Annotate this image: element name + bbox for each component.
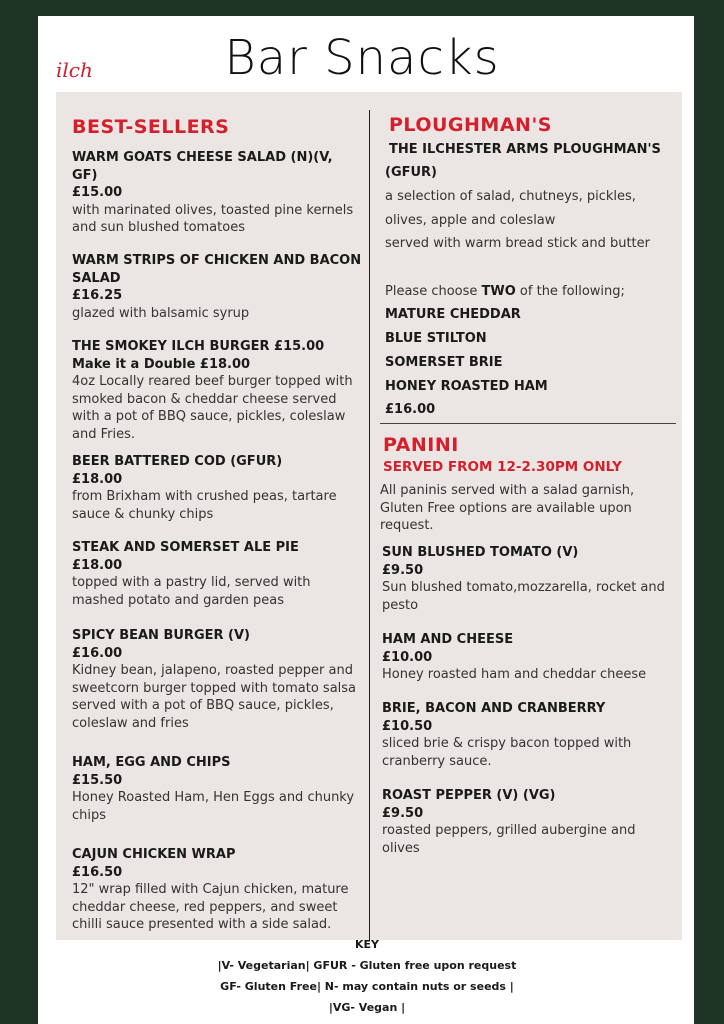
key-line: |V- Vegetarian| GFUR - Gluten free upon request [217,959,517,972]
item-name: CAJUN CHICKEN WRAP [72,847,236,862]
ploughmans-desc-2: olives, apple and coleslaw [385,213,556,228]
panini-heading: PANINI [383,434,459,456]
ploughmans-heading: PLOUGHMAN'S [389,114,552,136]
item-desc: 4oz Locally reared beef burger topped with smoked bacon & cheddar cheese served with a pot of BBQ sauce, pickles, coleslaw and Fries. [72,374,353,442]
menu-item [72,754,362,824]
item-name: THE SMOKEY ILCH BURGER £15.00 [72,339,325,354]
item-name: HAM AND CHEESE [382,632,514,647]
item-desc: Kidney bean, jalapeno, roasted pepper and sweetcorn burger topped with tomato salsa served with a pot of BBQ sauce, pickles, coleslaw and fries [72,663,357,731]
ploughmans-option: MATURE CHEDDAR [385,307,521,322]
menu-item [72,846,362,934]
panini-served-time: SERVED FROM 12-2.30PM ONLY [383,459,622,475]
item-desc: 12" wrap filled with Cajun chicken, mature cheddar cheese, red peppers, and sweet chilli sauce presented with a side salad. [72,882,349,932]
item-price: £9.50 [382,805,424,821]
panini-intro: All paninis served with a salad garnish, Gluten Free options are available upon request. [380,483,635,533]
item-price: £18.00 [72,557,123,573]
item-name: ROAST PEPPER (V) (VG) [382,788,556,803]
item-price: £16.25 [72,288,123,303]
ploughmans-choose [385,284,625,299]
ploughmans-option: BLUE STILTON [385,331,487,346]
column-divider [369,110,370,940]
choose-post: of the following; [515,284,625,299]
item-name: BRIE, BACON AND CRANBERRY [382,701,606,716]
menu-item [72,627,362,732]
item-name: WARM STRIPS OF CHICKEN AND BACON SALAD [72,253,362,286]
item-price: £15.00 [72,185,123,200]
best-sellers-heading: BEST-SELLERS [72,116,230,138]
item-name: STEAK AND SOMERSET ALE PIE [72,540,299,555]
menu-item [72,252,362,322]
item-price: £10.50 [382,718,433,734]
menu-item [72,539,362,609]
menu-item [72,149,362,237]
section-divider [380,423,676,424]
item-desc: topped with a pastry lid, served with mashed potato and garden peas [72,575,311,608]
item-name: HAM, EGG AND CHIPS [72,755,231,770]
item-name: BEER BATTERED COD (GFUR) [72,454,283,469]
menu-item [72,338,362,443]
item-price: £18.00 [72,471,123,487]
menu-item [382,544,667,614]
item-desc: sliced brie & crispy bacon topped with cranberry sauce. [382,736,632,769]
menu-item [72,453,362,523]
page-title: Bar Snacks [224,30,500,86]
menu-item [382,787,667,857]
item-desc: with marinated olives, toasted pine kernels and sun blushed tomatoes [72,202,354,235]
ploughmans-desc-3: served with warm bread stick and butter [385,236,650,251]
choose-pre: Please choose [385,284,482,299]
item-desc: roasted peppers, grilled aubergine and olives [382,823,636,856]
ploughmans-tag: (GFUR) [385,165,437,180]
item-desc: glazed with balsamic syrup [72,305,250,321]
item-price: Make it a Double £18.00 [72,356,251,372]
item-desc: Sun blushed tomato,mozzarella, rocket and pesto [382,580,665,613]
menu-item [382,631,667,684]
item-price: £16.00 [72,645,123,661]
item-price: £10.00 [382,649,433,665]
ploughmans-option: HONEY ROASTED HAM [385,379,548,394]
item-desc: from Brixham with crushed peas, tartare sauce & chunky chips [72,489,337,522]
key-line: |VG- Vegan | [328,1001,406,1014]
item-name: SPICY BEAN BURGER (V) [72,628,250,643]
key-line: GF- Gluten Free| N- may contain nuts or seeds | [220,980,514,993]
item-name: SUN BLUSHED TOMATO (V) [382,545,579,560]
item-desc: Honey Roasted Ham, Hen Eggs and chunky chips [72,790,355,823]
ploughmans-name: THE ILCHESTER ARMS PLOUGHMAN'S [389,142,661,157]
item-price: £16.50 [72,864,123,880]
item-price: £15.50 [72,772,123,788]
menu-item [382,700,667,770]
item-price: £9.50 [382,562,424,578]
ilch-logo: ilch [56,58,93,82]
item-desc: Honey roasted ham and cheddar cheese [382,667,647,682]
ploughmans-desc-1: a selection of salad, chutneys, pickles, [385,189,636,204]
key-title: KEY [354,938,379,951]
choose-count: TWO [481,284,516,299]
item-name: WARM GOATS CHEESE SALAD (N)(V, GF) [72,150,333,183]
ploughmans-option: SOMERSET BRIE [385,355,503,370]
ploughmans-price: £16.00 [385,402,436,417]
